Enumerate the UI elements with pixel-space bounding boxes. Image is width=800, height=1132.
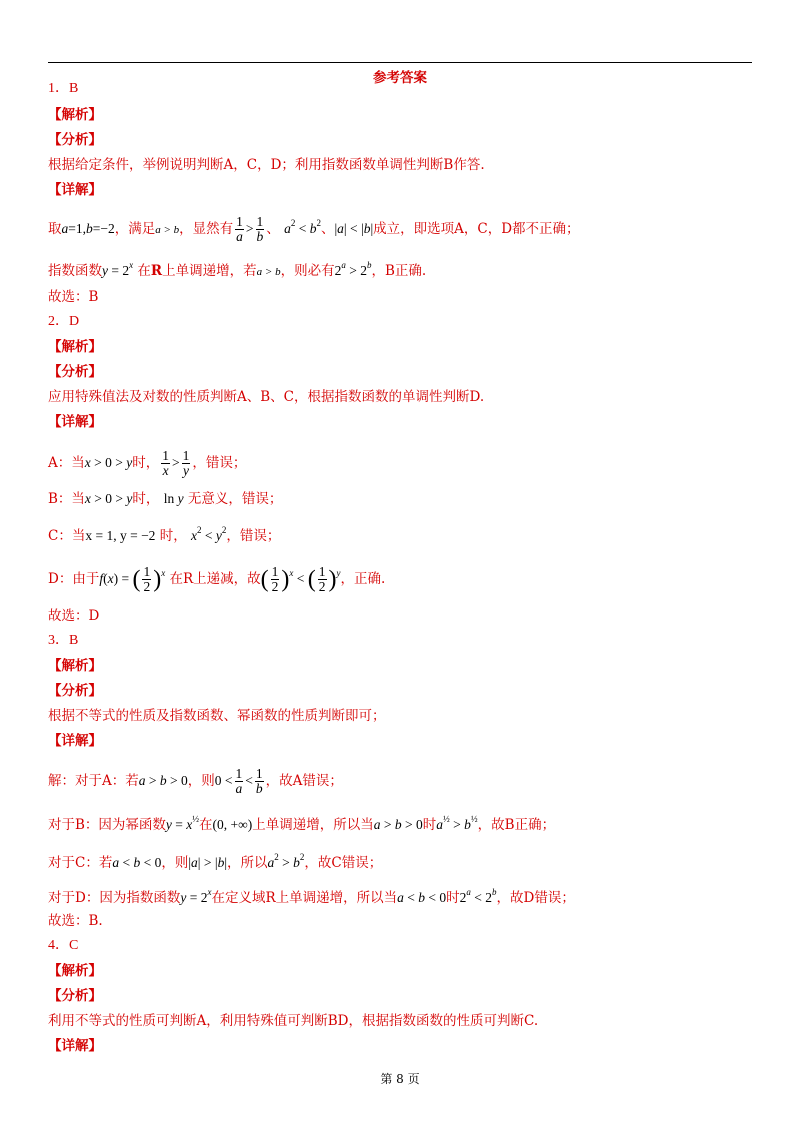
- q2-fenxi-label: 【分析】: [48, 364, 102, 380]
- q3-option-d: 对于D：因为指数函数$y = 2^x$在定义域R上单调递增，所以当a < b < 0时$2^a < 2^b$，故D错误；: [48, 887, 575, 906]
- q1-detail-line2: 指数函数$y = 2^x$ 在R上单调递增，若a > b，则必有$2^a > 2^b$，B正确.: [48, 260, 427, 279]
- q1-number: 1．B: [48, 81, 79, 96]
- q3-option-b: 对于B：因为幂函数$y = x^{\frac{1}{2}}$在(0, +∞)上单调递增，所以当a > b > 0时$a^{\frac{1}{2}} > b^{\frac{1}{2}}$，故B正确；: [48, 814, 556, 833]
- q3-fenxi-label: 【分析】: [48, 683, 102, 699]
- q2-jiexi-label: 【解析】: [48, 339, 102, 355]
- q2-answer: 故选：D: [48, 608, 100, 624]
- q3-analysis: 根据不等式的性质及指数函数、幂函数的性质判断即可；: [48, 708, 386, 724]
- q3-answer: 故选：B.: [48, 913, 103, 929]
- q3-option-a: 解：对于A：若a > b > 0，则0 < $\frac{1}{a}$ < $\frac{1}{b}$ ，故A错误；: [48, 766, 343, 796]
- q1-xiangjie-label: 【详解】: [48, 182, 102, 198]
- q4-jiexi-label: 【解析】: [48, 963, 102, 979]
- page-number: 第 8 页: [380, 1072, 420, 1086]
- q4-analysis: 利用不等式的性质可判断A，利用特殊值可判断BD，根据指数函数的性质可判断C.: [48, 1013, 539, 1029]
- q1-analysis: 根据给定条件，举例说明判断A，C，D；利用指数函数单调性判断B作答.: [48, 157, 485, 173]
- q1-jiexi-label: 【解析】: [48, 107, 102, 123]
- q2-option-c: C：当x = 1, y = −2 时， $x^2 < y^2$，错误；: [48, 525, 281, 544]
- q1-fenxi-label: 【分析】: [48, 132, 102, 148]
- q1-answer: 故选：B: [48, 289, 99, 305]
- q4-fenxi-label: 【分析】: [48, 988, 102, 1004]
- q2-option-a: A：当x > 0 > y时， $\frac{1}{x}$ > $\frac{1}{y}$ ，错误；: [48, 448, 247, 478]
- q3-xiangjie-label: 【详解】: [48, 733, 102, 749]
- q4-number: 4．C: [48, 938, 79, 953]
- math-expr: a: [61, 221, 69, 236]
- header-rule: [48, 62, 752, 63]
- fraction: $\frac{1}{b}$: [256, 214, 264, 244]
- fraction: $\frac{1}{a}$: [236, 214, 243, 244]
- q3-number: 3．B: [48, 633, 79, 648]
- q2-number: 2．D: [48, 314, 80, 329]
- q2-option-d: D：由于f(x) = ( $\frac{1}{2}$ )$^x$ 在R上递减，故( $\frac{1}{2}$ )$^x$ < ( $\frac{1}{2}$ )$^y$，正确.: [48, 564, 386, 594]
- q1-detail-line1: 取a=1,b=−2，满足a > b，显然有 $\frac{1}{a}$ > $\frac{1}{b}$ 、 $a^2 < b^2$、|a| < |b|成立，即选项A，C，D都不正确；: [48, 214, 580, 244]
- q2-option-b: B：当x > 0 > y时， ln y 无意义，错误；: [48, 491, 283, 507]
- q4-xiangjie-label: 【详解】: [48, 1038, 102, 1054]
- page-title: 参考答案: [373, 70, 427, 86]
- q2-xiangjie-label: 【详解】: [48, 414, 102, 430]
- q3-jiexi-label: 【解析】: [48, 658, 102, 674]
- q2-analysis: 应用特殊值法及对数的性质判断A、B、C，根据指数函数的单调性判断D.: [48, 389, 485, 405]
- q3-option-c: 对于C：若a < b < 0，则|a| > |b|，所以$a^2 > b^2$，故C错误；: [48, 852, 383, 871]
